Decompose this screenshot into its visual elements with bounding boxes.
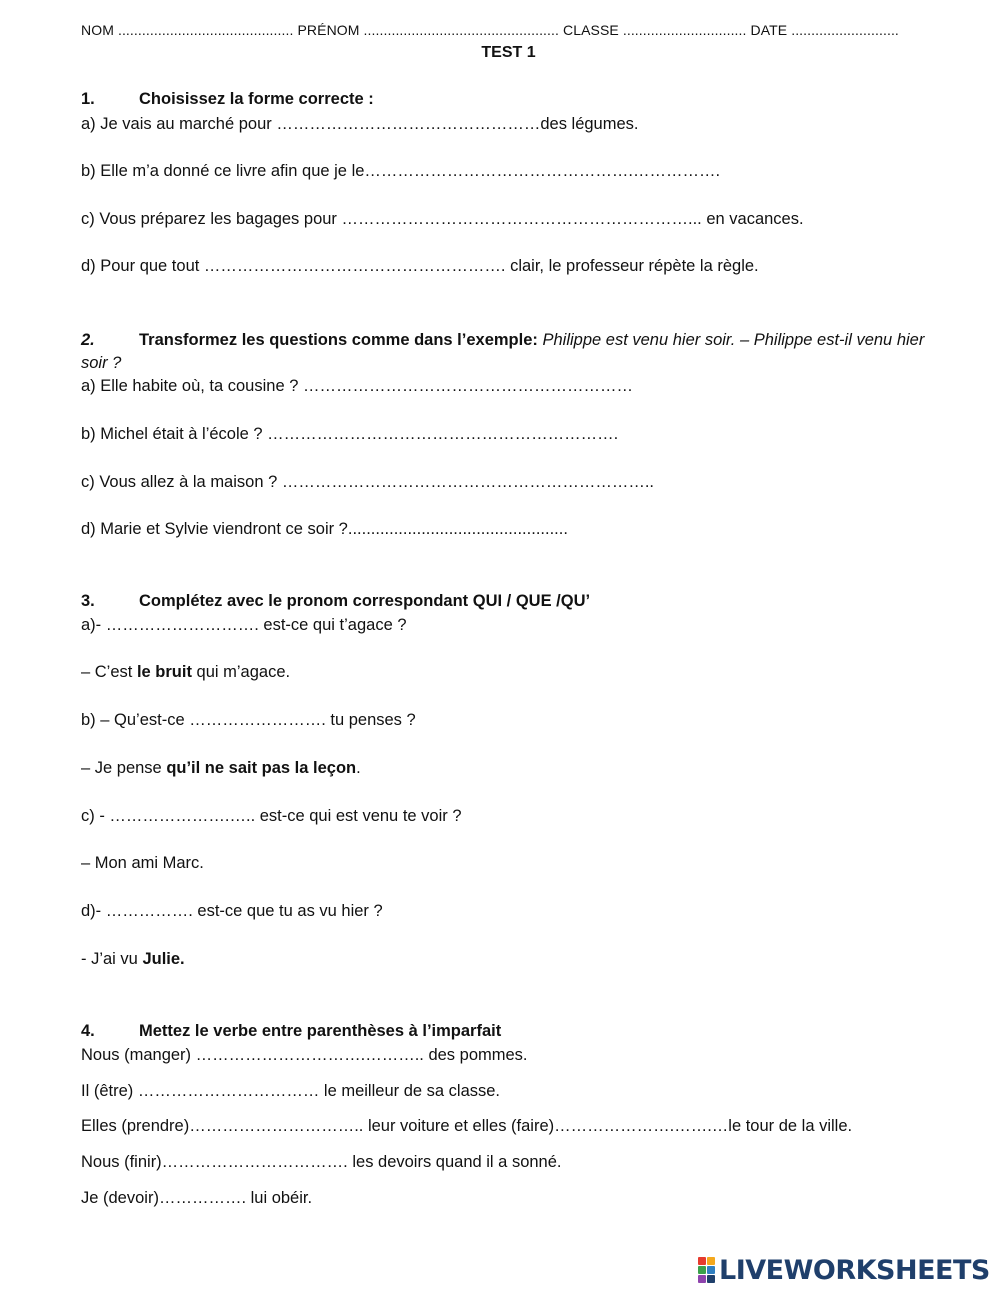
q3-b-answer-post: . bbox=[356, 759, 361, 777]
q3-a-answer-pre: – C’est bbox=[81, 663, 137, 681]
student-info-fields: NOM ............................................ PRÉNOM ................................................. CLASSE ............................... DATE ........................... bbox=[81, 22, 899, 38]
q3-b-answer bbox=[81, 759, 361, 778]
logo-block bbox=[707, 1257, 715, 1265]
q4-heading-text: Mettez le verbe entre parenthèses à l’imparfait bbox=[139, 1022, 502, 1040]
q4-item-3: Elles (prendre)………………………….. leur voiture et elles (faire)………………….…….…le tour de la ville. bbox=[81, 1117, 853, 1135]
q3-b-question: b) – Qu’est-ce ……………………. tu penses ? bbox=[81, 711, 416, 729]
q1-item-c: c) Vous préparez les bagages pour ………………………………………………………... en vacances. bbox=[81, 210, 804, 228]
q3-a-question: a)- ………………………. est-ce qui t’agace ? bbox=[81, 616, 407, 634]
q4-item-5: Je (devoir)……………. lui obéir. bbox=[81, 1189, 313, 1207]
q1-item-a: a) Je vais au marché pour …………………………………………des légumes. bbox=[81, 115, 639, 133]
q2-heading-text: Transformez les questions comme dans l’exemple: bbox=[139, 331, 538, 349]
q2-number: 2. bbox=[81, 331, 95, 349]
q3-heading-text: Complétez avec le pronom correspondant QUI / QUE /QU’ bbox=[139, 592, 591, 610]
logo-blocks-icon bbox=[698, 1257, 715, 1283]
q3-d-question: d)- ……………. est-ce que tu as vu hier ? bbox=[81, 902, 383, 920]
q1-item-d: d) Pour que tout ………………………………………………. clair, le professeur répète la règle. bbox=[81, 257, 759, 275]
q4-heading bbox=[81, 1022, 501, 1041]
q2-item-a: a) Elle habite où, ta cousine ? …………………………………………………… bbox=[81, 377, 633, 395]
test-title: TEST 1 bbox=[481, 44, 536, 61]
q3-a-answer-post: qui m’agace. bbox=[191, 663, 291, 681]
q3-b-answer-pre: – Je pense bbox=[81, 759, 167, 777]
q1-item-b: b) Elle m’a donné ce livre afin que je le………………………………………….……………. bbox=[81, 162, 721, 180]
q2-item-b: b) Michel était à l’école ? ………………………………………………………. bbox=[81, 425, 619, 443]
q4-item-1: Nous (manger) ………………………….……….. des pommes. bbox=[81, 1046, 528, 1064]
q2-item-c: c) Vous allez à la maison ? ………………………………………………………….. bbox=[81, 473, 655, 491]
q2-heading bbox=[81, 329, 951, 375]
q3-b-answer-bold: qu’il ne sait pas la leçon bbox=[166, 759, 357, 777]
q3-d-answer-bold: Julie. bbox=[142, 950, 185, 968]
q3-a-answer-bold: le bruit bbox=[136, 663, 192, 681]
liveworksheets-logo bbox=[698, 1256, 990, 1284]
q3-d-answer-pre: - J’ai vu bbox=[81, 950, 143, 968]
q4-item-2: Il (être) …………………………… le meilleur de sa classe. bbox=[81, 1082, 501, 1100]
logo-block bbox=[707, 1275, 715, 1283]
q3-heading bbox=[81, 592, 590, 611]
q3-d-answer bbox=[81, 950, 185, 969]
q4-item-4: Nous (finir)……………………………. les devoirs quand il a sonné. bbox=[81, 1153, 562, 1171]
q2-item-d: d) Marie et Sylvie viendront ce soir ?................................................ bbox=[81, 520, 568, 538]
q3-c-question: c) - ………………….….. est-ce qui est venu te voir ? bbox=[81, 807, 462, 825]
q3-a-answer bbox=[81, 663, 290, 682]
q3-number: 3. bbox=[81, 592, 95, 610]
q1-number: 1. bbox=[81, 90, 95, 108]
q3-c-answer: – Mon ami Marc. bbox=[81, 854, 204, 872]
q1-heading bbox=[81, 90, 374, 109]
logo-block bbox=[698, 1266, 706, 1274]
logo-text: LIVEWORKSHEETS bbox=[719, 1254, 990, 1286]
logo-block bbox=[698, 1275, 706, 1283]
q1-heading-text: Choisissez la forme correcte : bbox=[139, 90, 374, 108]
q2-example: Philippe est venu hier soir. – Philippe est-il venu hier soir ? bbox=[81, 331, 925, 372]
logo-block bbox=[698, 1257, 706, 1265]
q4-number: 4. bbox=[81, 1022, 95, 1040]
logo-block bbox=[707, 1266, 715, 1274]
